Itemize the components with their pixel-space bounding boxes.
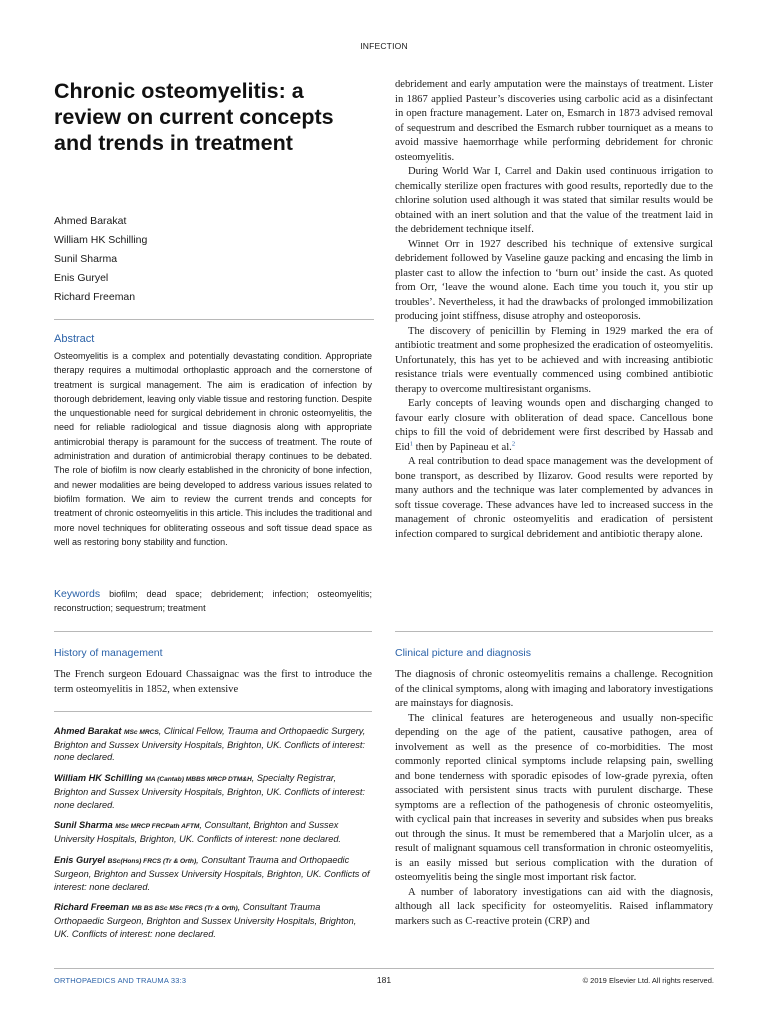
abstract-text: Osteomyelitis is a complex and potentially devastating condition. Appropriate therapy requires a multimodal orthoplastic approach and the cornerstone of treatment is surgical management. The aim is eradication of infection by thorough debridement, leaving only viable tissue and restoring function. Despite the unquestionable need for surgical debridement in chronic osteomyelitis, the need for reliable radiological and tissue diagnosis along with appropriate antimicrobial therapy is paramount for the success of treatment. The route of administration and duration of antimicrobial therapy continues to be debated. The role of biofilm is now clearly established in the chronicity of bone infection, and newer modalities are being developed to address various issues related to biofilm formation. We aim to review the current trends and concepts for treatment of chronic osteomyelitis in this article. This includes the traditional and more novel techniques for obliterating osseous and soft tissue dead space as well as restoring bony stability and function. <box>54 351 372 547</box>
paragraph-text: Early concepts of leaving wounds open and discharging changed to favour early closure with obliteration of dead space. Cancellous bone chips to fill the void of debridement were first described by Hassab and Eid <box>395 398 713 453</box>
keywords <box>54 587 372 616</box>
affiliation-degrees: MSc MRCP FRCPath AFTM <box>115 823 200 831</box>
author-name: William HK Schilling <box>54 234 148 246</box>
paragraph: debridement and early amputation were the mainstays of treatment. Lister in 1867 applied Pasteur’s discoveries using carbolic acid as a disinfectant in open fracture management. Later on, Esmarch in 1873 advised removal of sequestrum and described the Esmarch rubber tourniquet as a means to avoid massive haemorrhage while performing debridement for chronic osteomyelitis. <box>395 79 713 163</box>
paragraph-text: then by Papineau et al. <box>412 441 512 453</box>
history-text: The French surgeon Edouard Chassaignac was the first to introduce the term osteomyelitis in 1852, when extensive <box>54 669 372 695</box>
author-name: Richard Freeman <box>54 291 136 303</box>
paragraph: The discovery of penicillin by Fleming in 1929 marked the era of antibiotic treatment and some prophesized the eradication of osteomyelitis. Unfortunately, this has yet to be achieved and with increasing antibiotic resistance trials were eventually commenced using combined antibiotic therapy to overcome multiresistant organisms. <box>395 325 714 395</box>
affiliation-degrees: MSc MRCS <box>123 729 159 736</box>
paragraph: A real contribution to dead space management was the development of bone transport, as described by Ilizarov. Good results were reported by many authors and the technique was later complemented by advances in soft tissue coverage. These advances have led to increased success in the management of chronic osteomyelitis and eradication of persistent infection compared to surgical debridement and antibiotic therapy alone. <box>395 456 713 540</box>
affiliations <box>54 725 372 948</box>
affiliation-text: , Consultant Trauma Orthopaedic Surgeon, Brighton and Sussex University Hospitals, Brighton, UK. Conflicts of interest: none declared. <box>54 902 357 939</box>
affiliation-item <box>54 901 372 940</box>
paragraph: A number of laboratory investigations can aid with the diagnosis, although all lack specificity for osteomyelitis. Raised inflammatory markers such as C-reactive protein (CRP) and <box>395 886 713 927</box>
affiliation-item <box>54 854 372 893</box>
section-tag: INFECTION <box>360 41 408 51</box>
paragraph <box>395 397 713 455</box>
paragraph: During World War I, Carrel and Dakin used continuous irrigation to chemically sterilize open fractures with good results, reportedly due to the chlorine solution used although it was stated that similar results would be obtained with an inert solution and that the value of the treatment laid in the debridement technique itself. <box>395 166 713 235</box>
author-list <box>54 212 359 307</box>
footer-copyright: © 2019 Elsevier Ltd. All rights reserved. <box>582 976 714 985</box>
abstract-heading: Abstract <box>54 333 95 345</box>
affiliation-item <box>54 819 372 845</box>
page-number: 181 <box>376 975 392 985</box>
history-heading: History of management <box>54 647 163 659</box>
abstract-divider <box>54 319 374 320</box>
paragraph: The clinical features are heterogeneous and usually non-specific depending on the age of the patient, causative pathogen, area of involvement as well as the presence of co-morbidities. The most commonly reported clinical symptoms include relapsing pain, swelling and bone tenderness with sporadic episodes of low-grade pyrexia, often associated with persistent sinus tracts with purulent discharge. These symptoms are a reflection of the pathogenesis of chronic osteomyelitis, with cyclical pain that increases in severity and subsides when pus breaks out through the sinus. It must be remembered that a Marjolin ulcer, as a result of malignant squamous cell transformation in chronic osteomyelitis, is an easily missed but serious complication with the duration of osteomyelitis being the single most important risk factor. <box>395 712 713 883</box>
affiliations-divider <box>54 711 372 712</box>
clinical-heading: Clinical picture and diagnosis <box>395 647 531 659</box>
keywords-list: biofilm; dead space; debridement; infection; osteomyelitis; reconstruction; sequestrum; treatment <box>54 589 372 614</box>
history-continued <box>395 78 713 542</box>
affiliation-text: , Consultant Trauma and Orthopaedic Surgeon, Brighton and Sussex University Hospitals, Brighton, UK. Conflicts of interest: none declared. <box>54 855 370 892</box>
affiliation-degrees: BSc(Hons) FRCS (Tr & Orth) <box>107 858 197 866</box>
paragraph: Winnet Orr in 1927 described his technique of extensive surgical debridement followed by Vaseline gauze packing and encasing the limb in plaster cast to allow the infection to ‘burn out’ inside the cast. As quoted from Orr, ‘leave the wound alone. Each time you touch it, you stir up troubles’. Nevertheless, it had the drawbacks of prolonged immobilization producing joint stiffness, disuse atrophy and osteoporosis. <box>395 238 713 322</box>
affiliation-name: Ahmed Barakat <box>54 726 122 736</box>
author-name: Ahmed Barakat <box>54 215 127 227</box>
affiliation-text: , Specialty Registrar, Brighton and Sussex University Hospitals, Brighton, UK. Conflicts of interest: none declared. <box>54 773 365 810</box>
affiliation-name: Sunil Sharma <box>54 820 113 831</box>
clinical-text <box>395 668 713 929</box>
reference-link[interactable]: 1 <box>409 439 413 447</box>
affiliation-degrees: MB BS BSc MSc FRCS (Tr & Orth) <box>131 905 238 913</box>
affiliation-name: Richard Freeman <box>54 902 130 913</box>
reference-link[interactable]: 2 <box>511 439 516 447</box>
affiliation-item <box>54 772 372 811</box>
affiliation-text: , Clinical Fellow, Trauma and Orthopaedic Surgery, Brighton and Sussex University Hospitals, Brighton, UK. Conflicts of interest: none declared. <box>54 726 366 763</box>
footer-divider <box>54 968 714 969</box>
author-name: Sunil Sharma <box>54 253 118 265</box>
section-divider <box>54 631 372 632</box>
paragraph: The diagnosis of chronic osteomyelitis remains a challenge. Recognition of the clinical symptoms, along with imaging and laboratory investigations are mainstays for diagnosis. <box>395 669 713 709</box>
affiliation-item <box>54 725 372 764</box>
footer-journal: ORTHOPAEDICS AND TRAUMA 33:3 <box>54 976 187 985</box>
keywords-label: Keywords <box>54 588 101 600</box>
affiliation-name: Enis Guryel <box>54 855 106 866</box>
section-divider <box>395 631 713 632</box>
affiliation-text: , Consultant, Brighton and Sussex University Hospitals, Brighton, UK. Conflicts of interest: none declared. <box>54 820 341 845</box>
article-title: Chronic osteomyelitis: a review on current concepts and trends in treatment <box>54 79 334 155</box>
affiliation-name: William HK Schilling <box>54 773 143 784</box>
affiliation-degrees: MA (Cantab) MBBS MRCP DTM&H <box>145 776 252 784</box>
author-name: Enis Guryel <box>54 272 109 284</box>
